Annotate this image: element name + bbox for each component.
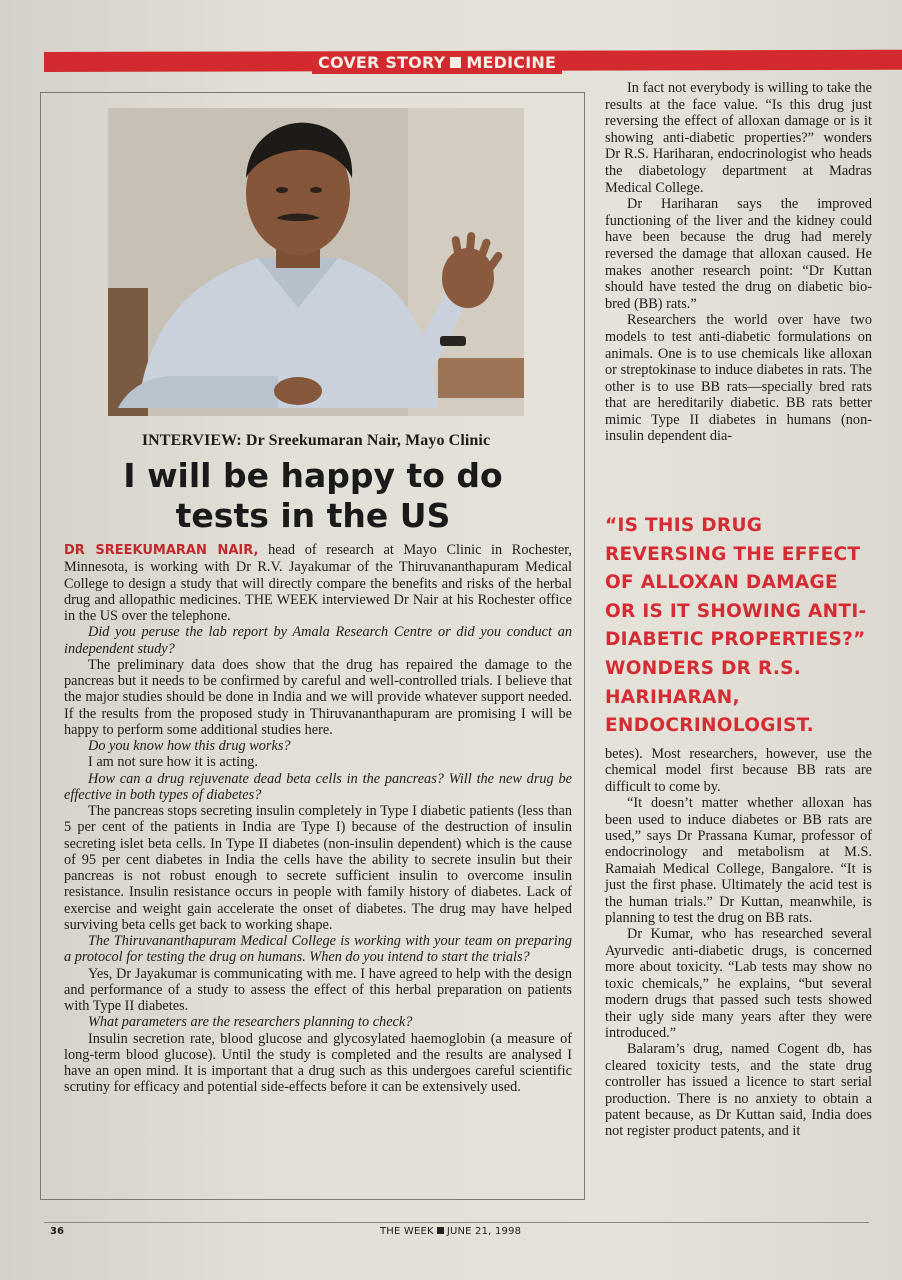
right-column-top — [605, 80, 872, 445]
question: How can a drug rejuvenate dead beta cells in the pancreas? Will the new drug be effective in both types of diabetes? — [64, 770, 572, 803]
answer: The preliminary data does show that the drug has repaired the damage to the pancreas but it needs to be confirmed by careful and well-controlled trials. I believe that the major studies should be done in India and we will provide whatever support needed. If the results from the proposed study in Thiruvananthapuram are promising I will be happy to perform some additional studies here. — [64, 656, 572, 738]
article-paragraph: Researchers the world over have two models to test anti-diabetic formulations on animals. One is to use chemicals like alloxan or streptokinase to induce diabetes in rats. The other is to use BB rats—specially bred rats that are hereditarily diabetic. BB rats better mimic Type II diabetes in humans (non-insulin dependent dia- — [605, 312, 872, 445]
photo-caption: INTERVIEW: Dr Sreekumaran Nair, Mayo Clinic — [141, 432, 491, 449]
topic-label: MEDICINE — [466, 53, 557, 72]
answer: The pancreas stops secreting insulin completely in Type I diabetic patients (less than 5 per cent of the patients in India are Type I) because of the destruction of insulin secreting islet beta cells. In Type II diabetes (non-insulin dependent) which is the cause of 95 per cent diabetes in India the cells have the ability to secrete insulin but their pancreas is not robust enough to secrete sufficient insulin to overcome insulin resistance. Insulin resistance occurs in people with family history of diabetes. Lack of exercise and weight gain accelerate the onset of diabetes. The drug may have helped surviving beta cells get back to working shape. — [64, 803, 572, 933]
interview-headline — [80, 456, 546, 536]
interview-photo — [108, 108, 524, 416]
section-kicker — [312, 52, 562, 74]
headline-line-2: tests in the US — [175, 496, 451, 535]
interview-intro — [64, 542, 572, 624]
article-paragraph: Balaram’s drug, named Cogent db, has cleared toxicity tests, and the state drug controller has issued a licence to start serial production. There is no anxiety to obtain a patent because, as Dr Kuttan said, India does not register product patents, and it — [605, 1041, 872, 1140]
question: What parameters are the researchers planning to check? — [88, 1014, 413, 1031]
publication-name: THE WEEK — [380, 1226, 434, 1237]
answer: Insulin secretion rate, blood glucose and glycosylated haemoglobin (a measure of long-term blood glucose). Until the study is completed and the results are analysed I have an open mind. It is important that a drug such as this undergoes careful scientific scrutiny for efficacy and potential side-effects before it can be extensively used. — [64, 1030, 572, 1096]
article-paragraph: In fact not everybody is willing to take the results at the face value. “Is this drug just reversing the effect of alloxan damage or is it showing anti-diabetic properties?” wonders Dr R.S. Hariharan, endocrinologist who heads the diabetology department at Madras Medical College. — [605, 80, 872, 196]
article-paragraph: “It doesn’t matter whether alloxan has been used to induce diabetes or BB rats are used,” says Dr Prassana Kumar, professor of endocrinology and metabolism at M.S. Ramaiah Medical College, Bangalore. “It is just the first phase. Ultimately the acid test is the human trials.” Dr Kuttan, meanwhile, is planning to test the drug on BB rats. — [605, 795, 872, 927]
article-paragraph: Dr Kumar, who has researched several Ayurvedic anti-diabetic drugs, is concerned more about toxicity. “Lab tests may show no toxic chemicals,” he explains, “but several modern drugs that passed such tests showed their ugly side many years after they were introduced.” — [605, 926, 872, 1041]
square-bullet-icon — [437, 1227, 444, 1234]
right-column-bottom — [605, 746, 872, 1140]
interview-body — [64, 542, 572, 1096]
question: Did you peruse the lab report by Amala Research Centre or did you conduct an independent study? — [64, 624, 572, 657]
article-paragraph: betes). Most researchers, however, use the chemical model first because BB rats are difficult to come by. — [605, 746, 872, 795]
lead-name: DR SREEKUMARAN NAIR, — [64, 543, 259, 558]
answer: Yes, Dr Jayakumar is communicating with me. I have agreed to help with the design and performance of a study to assess the effect of this herbal preparation on patients with Type II diabetes. — [64, 965, 572, 1014]
section-label: COVER STORY — [318, 53, 446, 72]
article-paragraph: Dr Hariharan says the improved functioning of the liver and the kidney could have been because the drug had merely reversed the damage that alloxan caused. He makes another research point: “Dr Kuttan should have tested the drug on diabetic bio-bred (BB) rats.” — [605, 196, 872, 312]
question: Do you know how this drug works? — [88, 738, 291, 754]
pull-quote: “IS THIS DRUG REVERSING THE EFFECT OF ALLOXAN DAMAGE OR IS IT SHOWING ANTI-DIABETIC PROPERTIES?” WONDERS DR R.S. HARIHARAN, ENDOCRINOLOGIST. — [605, 515, 867, 737]
footer-rule — [44, 1222, 869, 1223]
running-footer — [380, 1226, 521, 1237]
issue-date: JUNE 21, 1998 — [446, 1226, 522, 1237]
page-number: 36 — [50, 1226, 64, 1237]
headline-line-1: I will be happy to do — [123, 456, 503, 495]
intro-text: head of research at Mayo Clinic in Rochester, Minnesota, is working with Dr R.V. Jayakumar of the Thiruvananthapuram Medical College to design a study that will directly compare the benefits and risks of the herbal drug and allopathic medicines. THE WEEK interviewed Dr Nair at his Rochester office in the US over the telephone. — [64, 542, 572, 624]
square-bullet-icon — [450, 57, 461, 68]
man-with-mustache-gesturing-photo — [108, 108, 524, 416]
answer: I am not sure how it is acting. — [88, 754, 258, 771]
question: The Thiruvananthapuram Medical College is working with your team on preparing a protocol for testing the drug on humans. When do you intend to start the trials? — [64, 933, 572, 966]
